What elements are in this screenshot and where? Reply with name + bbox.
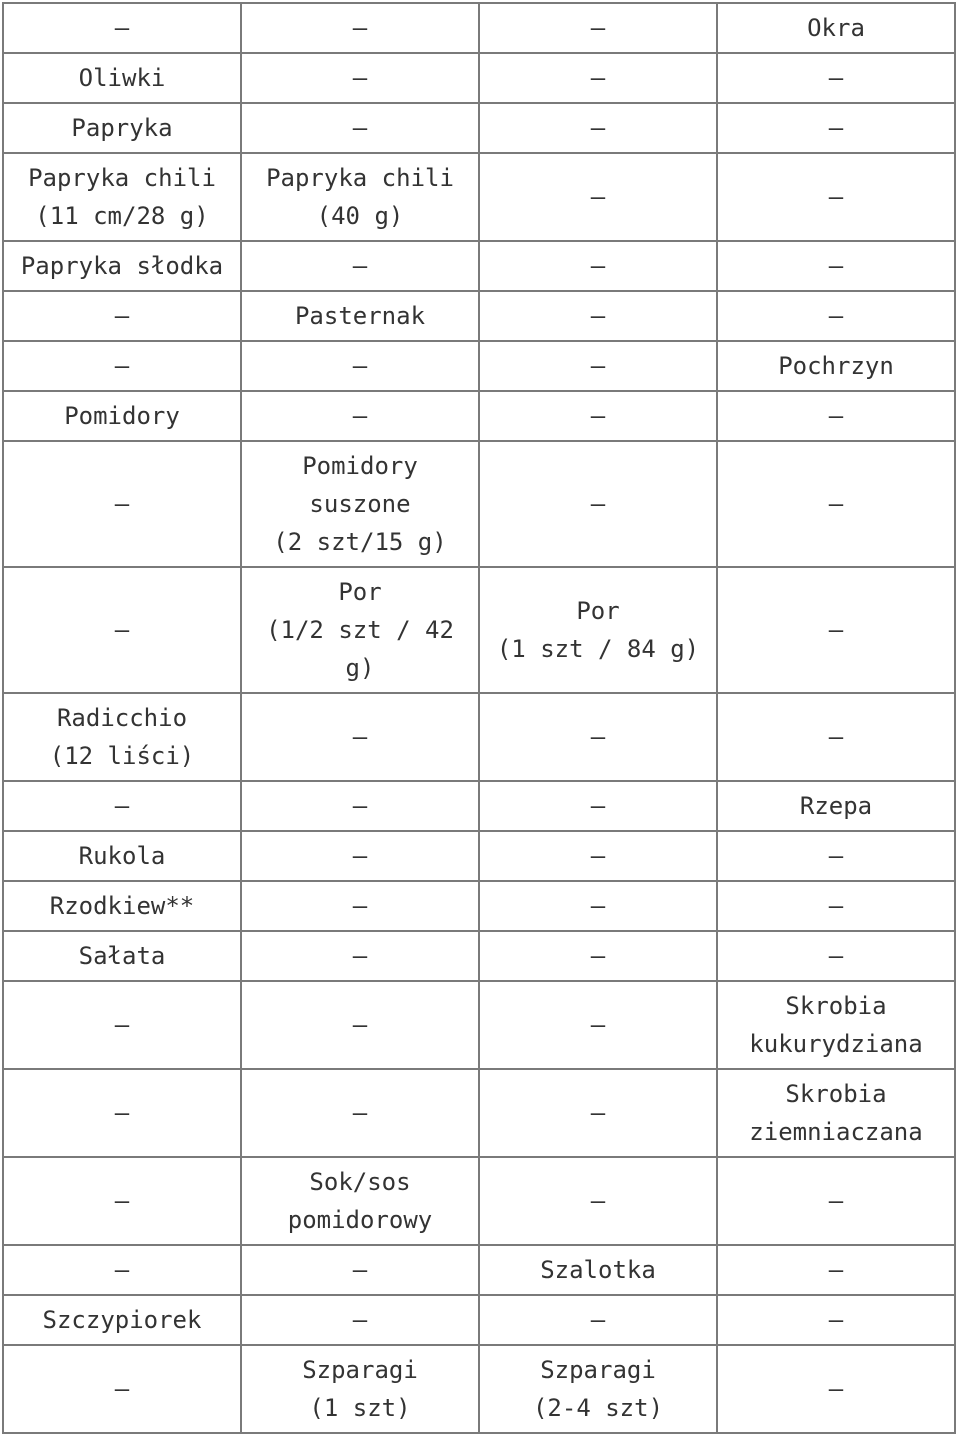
- table-row: [3, 391, 955, 441]
- table-cell: —: [241, 881, 479, 931]
- table-row: [3, 1069, 955, 1157]
- table-cell: —: [717, 567, 955, 693]
- table-cell: —: [717, 831, 955, 881]
- table-cell: —: [479, 3, 717, 53]
- table-row: [3, 781, 955, 831]
- table-row: [3, 981, 955, 1069]
- table-cell: —: [717, 1245, 955, 1295]
- table-row: [3, 341, 955, 391]
- table-cell: —: [3, 781, 241, 831]
- table-cell: Por (1/2 szt / 42 g): [241, 567, 479, 693]
- table-cell: Papryka chili (40 g): [241, 153, 479, 241]
- table-cell: —: [3, 981, 241, 1069]
- table-row: [3, 1157, 955, 1245]
- table-cell: —: [479, 1295, 717, 1345]
- table-row: [3, 1345, 955, 1433]
- table-cell: —: [479, 103, 717, 153]
- table-cell: —: [479, 291, 717, 341]
- table-cell: —: [717, 693, 955, 781]
- table-cell: Oliwki: [3, 53, 241, 103]
- table-cell: —: [241, 341, 479, 391]
- table-cell: Szparagi (1 szt): [241, 1345, 479, 1433]
- table-cell: —: [479, 241, 717, 291]
- table-cell: —: [717, 441, 955, 567]
- table-row: [3, 831, 955, 881]
- table-cell: Radicchio (12 liści): [3, 693, 241, 781]
- table-row: [3, 53, 955, 103]
- table-cell: Pomidory suszone (2 szt/15 g): [241, 441, 479, 567]
- table-cell: —: [3, 1157, 241, 1245]
- table-cell: —: [241, 1245, 479, 1295]
- table-cell: Papryka słodka: [3, 241, 241, 291]
- table-cell: —: [241, 781, 479, 831]
- table-cell: —: [241, 981, 479, 1069]
- table-cell: —: [3, 291, 241, 341]
- table-cell: Skrobia ziemniaczana: [717, 1069, 955, 1157]
- table-row: [3, 153, 955, 241]
- table-row: [3, 881, 955, 931]
- table-cell: —: [479, 693, 717, 781]
- table-cell: —: [241, 3, 479, 53]
- table-row: [3, 1295, 955, 1345]
- table-cell: Por (1 szt / 84 g): [479, 567, 717, 693]
- table-cell: —: [241, 1295, 479, 1345]
- table-cell: —: [717, 1157, 955, 1245]
- table-cell: Sałata: [3, 931, 241, 981]
- table-cell: —: [479, 441, 717, 567]
- table-cell: —: [3, 1069, 241, 1157]
- table-cell: Pasternak: [241, 291, 479, 341]
- table-cell: —: [241, 1069, 479, 1157]
- table-cell: —: [241, 931, 479, 981]
- table-cell: —: [717, 241, 955, 291]
- table-cell: Skrobia kukurydziana: [717, 981, 955, 1069]
- table-cell: —: [479, 931, 717, 981]
- table-cell: —: [3, 1345, 241, 1433]
- table-cell: —: [479, 1069, 717, 1157]
- table-cell: —: [241, 831, 479, 881]
- table-cell: —: [717, 881, 955, 931]
- table-row: [3, 3, 955, 53]
- table-cell: Papryka chili (11 cm/28 g): [3, 153, 241, 241]
- table-cell: —: [717, 291, 955, 341]
- table-cell: Szalotka: [479, 1245, 717, 1295]
- table-cell: —: [3, 341, 241, 391]
- table-cell: —: [241, 241, 479, 291]
- table-cell: Rzodkiew**: [3, 881, 241, 931]
- table-cell: —: [717, 103, 955, 153]
- table-cell: —: [3, 3, 241, 53]
- table-row: [3, 931, 955, 981]
- table-cell: Szczypiorek: [3, 1295, 241, 1345]
- table-cell: Sok/sos pomidorowy: [241, 1157, 479, 1245]
- table-cell: Pomidory: [3, 391, 241, 441]
- table-cell: Szparagi (2-4 szt): [479, 1345, 717, 1433]
- table-cell: Okra: [717, 3, 955, 53]
- table-row: [3, 103, 955, 153]
- table-row: [3, 441, 955, 567]
- table-cell: —: [717, 153, 955, 241]
- table-cell: —: [479, 391, 717, 441]
- table-cell: Papryka: [3, 103, 241, 153]
- table-row: [3, 693, 955, 781]
- table-row: [3, 291, 955, 341]
- table-cell: —: [3, 1245, 241, 1295]
- table-cell: —: [479, 981, 717, 1069]
- table-cell: —: [717, 1345, 955, 1433]
- table-cell: Rukola: [3, 831, 241, 881]
- table-cell: —: [717, 391, 955, 441]
- table-cell: —: [241, 391, 479, 441]
- table-cell: —: [241, 693, 479, 781]
- table-cell: —: [241, 103, 479, 153]
- table-cell: —: [479, 881, 717, 931]
- table-cell: —: [3, 441, 241, 567]
- table-cell: —: [479, 781, 717, 831]
- table-row: [3, 1245, 955, 1295]
- table-cell: —: [479, 153, 717, 241]
- table-row: [3, 241, 955, 291]
- table-cell: —: [479, 341, 717, 391]
- vegetable-table: [2, 2, 956, 1434]
- table-row: [3, 567, 955, 693]
- table-cell: —: [717, 931, 955, 981]
- table-cell: —: [479, 831, 717, 881]
- table-cell: Pochrzyn: [717, 341, 955, 391]
- table-cell: —: [717, 53, 955, 103]
- table-cell: —: [241, 53, 479, 103]
- table-cell: —: [717, 1295, 955, 1345]
- table-cell: —: [479, 53, 717, 103]
- table-cell: —: [3, 567, 241, 693]
- table-cell: Rzepa: [717, 781, 955, 831]
- table-cell: —: [479, 1157, 717, 1245]
